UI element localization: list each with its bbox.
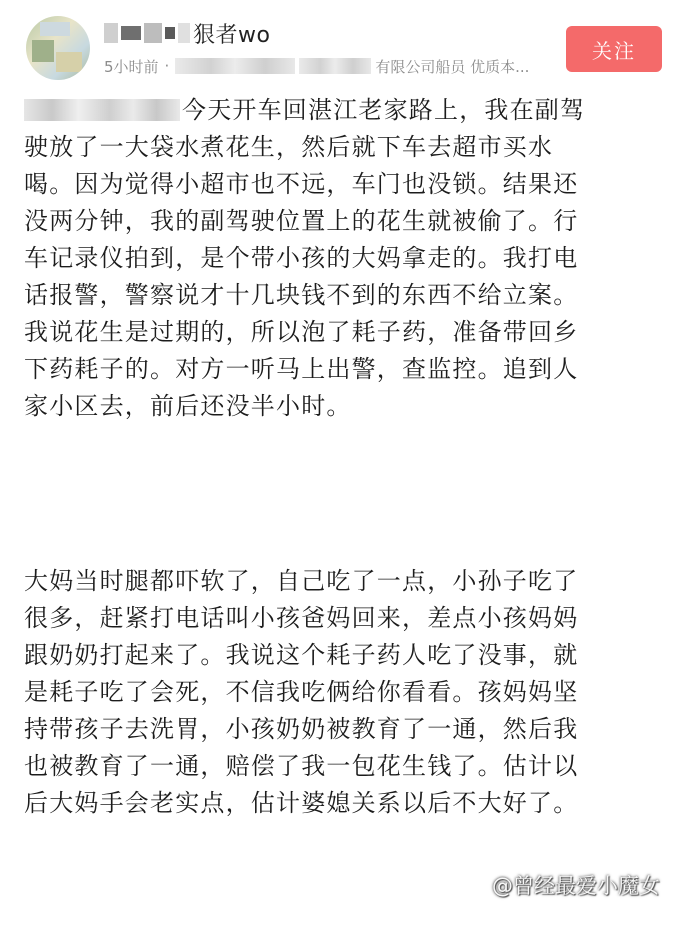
post-line: 驶放了一大袋水煮花生，然后就下车去超市买水 [24,133,554,161]
username-mosaic [165,27,175,39]
avatar-pixel [32,40,54,62]
meta-mosaic [175,58,295,74]
follow-button[interactable]: 关注 [566,26,662,72]
post-paragraph-1 [24,92,674,425]
post-line: 持带孩子去洗胃，小孩奶奶被教育了一通，然后我 [24,715,579,743]
post-line: 后大妈手会老实点，估计婆媳关系以后不大好了。 [24,789,579,817]
post-line-text: 今天开车回湛江老家路上，我在副驾 [182,96,586,124]
username-mosaic [104,23,118,43]
avatar-pixel [40,22,70,36]
avatar[interactable] [26,16,90,80]
username-mosaic [178,23,190,43]
meta-mosaic [299,58,371,74]
post-line: 家小区去，前后还没半小时。 [24,392,352,420]
username-row[interactable] [104,18,270,48]
watermark [462,868,660,902]
post-line: 没两分钟，我的副驾驶位置上的花生就被偷了。行 [24,207,579,235]
post-line: 车记录仪拍到，是个带小孩的大妈拿走的。我打电 [24,244,579,272]
post-meta [104,54,529,78]
post-paragraph-2 [24,563,674,822]
post-line: 我说花生是过期的，所以泡了耗子药，准备带回乡 [24,318,579,346]
mention-mosaic [24,99,180,121]
post-line [24,92,674,129]
username-mosaic [121,26,141,40]
meta-separator: · [164,57,170,75]
username[interactable]: 狠者wo [193,22,271,48]
user-description: 有限公司船员 优质本... [375,57,530,76]
watermark-text: @曾经最爱小魔女 [492,874,660,898]
post-line: 很多，赶紧打电话叫小孩爸妈回来，差点小孩妈妈 [24,604,579,632]
post-line: 喝。因为觉得小超市也不远，车门也没锁。结果还 [24,170,579,198]
post-line: 是耗子吃了会死，不信我吃俩给你看看。孩妈妈坚 [24,678,579,706]
username-mosaic [144,23,162,43]
post-line: 话报警，警察说才十几块钱不到的东西不给立案。 [24,281,579,309]
post-line: 跟奶奶打起来了。我说这个耗子药人吃了没事，就 [24,641,579,669]
post-line: 大妈当时腿都吓软了，自己吃了一点，小孙子吃了 [24,567,579,595]
post-line: 下药耗子的。对方一听马上出警，查监控。追到人 [24,355,579,383]
post-line: 也被教育了一通，赔偿了我一包花生钱了。估计以 [24,752,579,780]
weibo-logo-icon [462,872,488,898]
avatar-pixel [56,52,82,72]
post-time: 5小时前 [104,57,159,76]
